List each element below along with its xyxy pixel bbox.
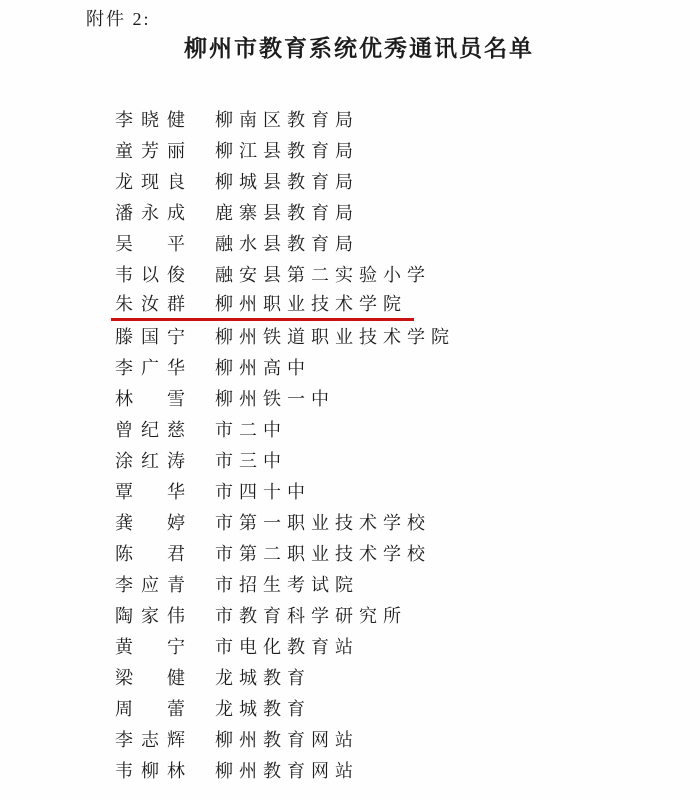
person-name: 朱汝群 — [115, 294, 193, 315]
organization-name: 市第一职业技术学校 — [215, 512, 431, 533]
organization-name: 柳州铁道职业技术学院 — [215, 326, 455, 347]
organization-name: 市四十中 — [215, 481, 311, 502]
list-item — [115, 165, 455, 196]
organization-name: 柳南区教育局 — [215, 109, 359, 130]
person-name: 潘永成 — [115, 202, 193, 223]
list-item — [115, 723, 455, 754]
organization-name: 柳州铁一中 — [215, 388, 335, 409]
person-name: 曾纪慈 — [115, 419, 193, 440]
list-item — [115, 382, 455, 413]
list-item-content — [115, 478, 311, 506]
organization-name: 鹿寨县教育局 — [215, 202, 359, 223]
list-item — [115, 227, 455, 258]
list-item-content — [115, 726, 359, 754]
list-item — [115, 413, 455, 444]
organization-name: 融水县教育局 — [215, 233, 359, 254]
organization-name: 柳州教育网站 — [215, 729, 359, 750]
person-name: 梁 健 — [115, 667, 193, 688]
person-name: 涂红涛 — [115, 450, 193, 471]
organization-name: 柳城县教育局 — [215, 171, 359, 192]
organization-name: 柳州高中 — [215, 357, 311, 378]
page-title: 柳州市教育系统优秀通讯员名单 — [184, 36, 534, 61]
list-item — [115, 103, 455, 134]
list-item — [115, 351, 455, 382]
list-item — [115, 289, 455, 320]
list-item — [115, 754, 455, 785]
list-item-content — [115, 602, 407, 630]
person-name: 黄 宁 — [115, 636, 193, 657]
organization-name: 龙城教育 — [215, 698, 311, 719]
attachment-label: 附件 2: — [86, 9, 151, 29]
person-name: 滕国宁 — [115, 326, 193, 347]
organization-name: 市三中 — [215, 450, 287, 471]
person-name: 李志辉 — [115, 729, 193, 750]
list-item — [115, 134, 455, 165]
person-name: 李广华 — [115, 357, 193, 378]
list-item — [115, 258, 455, 289]
roster-list — [115, 103, 455, 785]
list-item-content — [115, 385, 335, 413]
person-name: 周 蕾 — [115, 698, 193, 719]
list-item — [115, 599, 455, 630]
list-item-content — [115, 447, 287, 475]
person-name: 覃 华 — [115, 481, 193, 502]
person-name: 林 雪 — [115, 388, 193, 409]
organization-name: 柳江县教育局 — [215, 140, 359, 161]
list-item-content — [115, 509, 431, 537]
list-item — [115, 196, 455, 227]
list-item-content — [115, 633, 359, 661]
person-name: 龚 婷 — [115, 512, 193, 533]
list-item-content — [115, 695, 311, 723]
organization-name: 市招生考试院 — [215, 574, 359, 595]
list-item-content — [115, 199, 359, 227]
person-name: 童芳丽 — [115, 140, 193, 161]
list-item-content — [115, 354, 311, 382]
organization-name: 市电化教育站 — [215, 636, 359, 657]
list-item — [115, 444, 455, 475]
list-item — [115, 692, 455, 723]
organization-name: 市教育科学研究所 — [215, 605, 407, 626]
list-item — [115, 661, 455, 692]
list-item-content — [115, 757, 359, 785]
person-name: 陶家伟 — [115, 605, 193, 626]
organization-name: 市第二职业技术学校 — [215, 543, 431, 564]
list-item — [115, 475, 455, 506]
organization-name: 融安县第二实验小学 — [215, 264, 431, 285]
list-item-content — [115, 230, 359, 258]
list-item-content — [115, 106, 359, 134]
person-name: 陈 君 — [115, 543, 193, 564]
person-name: 吴 平 — [115, 233, 193, 254]
list-item-content — [115, 571, 359, 599]
list-item — [115, 537, 455, 568]
list-item — [115, 630, 455, 661]
list-item-content — [115, 261, 431, 289]
list-item-content — [115, 540, 431, 568]
person-name: 韦柳林 — [115, 760, 193, 781]
list-item-content — [115, 416, 287, 444]
organization-name: 柳州职业技术学院 — [215, 294, 407, 315]
list-item — [115, 320, 455, 351]
list-item-content — [115, 664, 311, 692]
list-item — [115, 568, 455, 599]
list-item-content-highlighted — [111, 290, 414, 321]
organization-name: 柳州教育网站 — [215, 760, 359, 781]
list-item-content — [115, 323, 455, 351]
list-item-content — [115, 168, 359, 196]
list-item — [115, 506, 455, 537]
person-name: 韦以俊 — [115, 264, 193, 285]
person-name: 李应青 — [115, 574, 193, 595]
person-name: 李晓健 — [115, 109, 193, 130]
organization-name: 市二中 — [215, 419, 287, 440]
person-name: 龙现良 — [115, 171, 193, 192]
list-item-content — [115, 137, 359, 165]
organization-name: 龙城教育 — [215, 667, 311, 688]
